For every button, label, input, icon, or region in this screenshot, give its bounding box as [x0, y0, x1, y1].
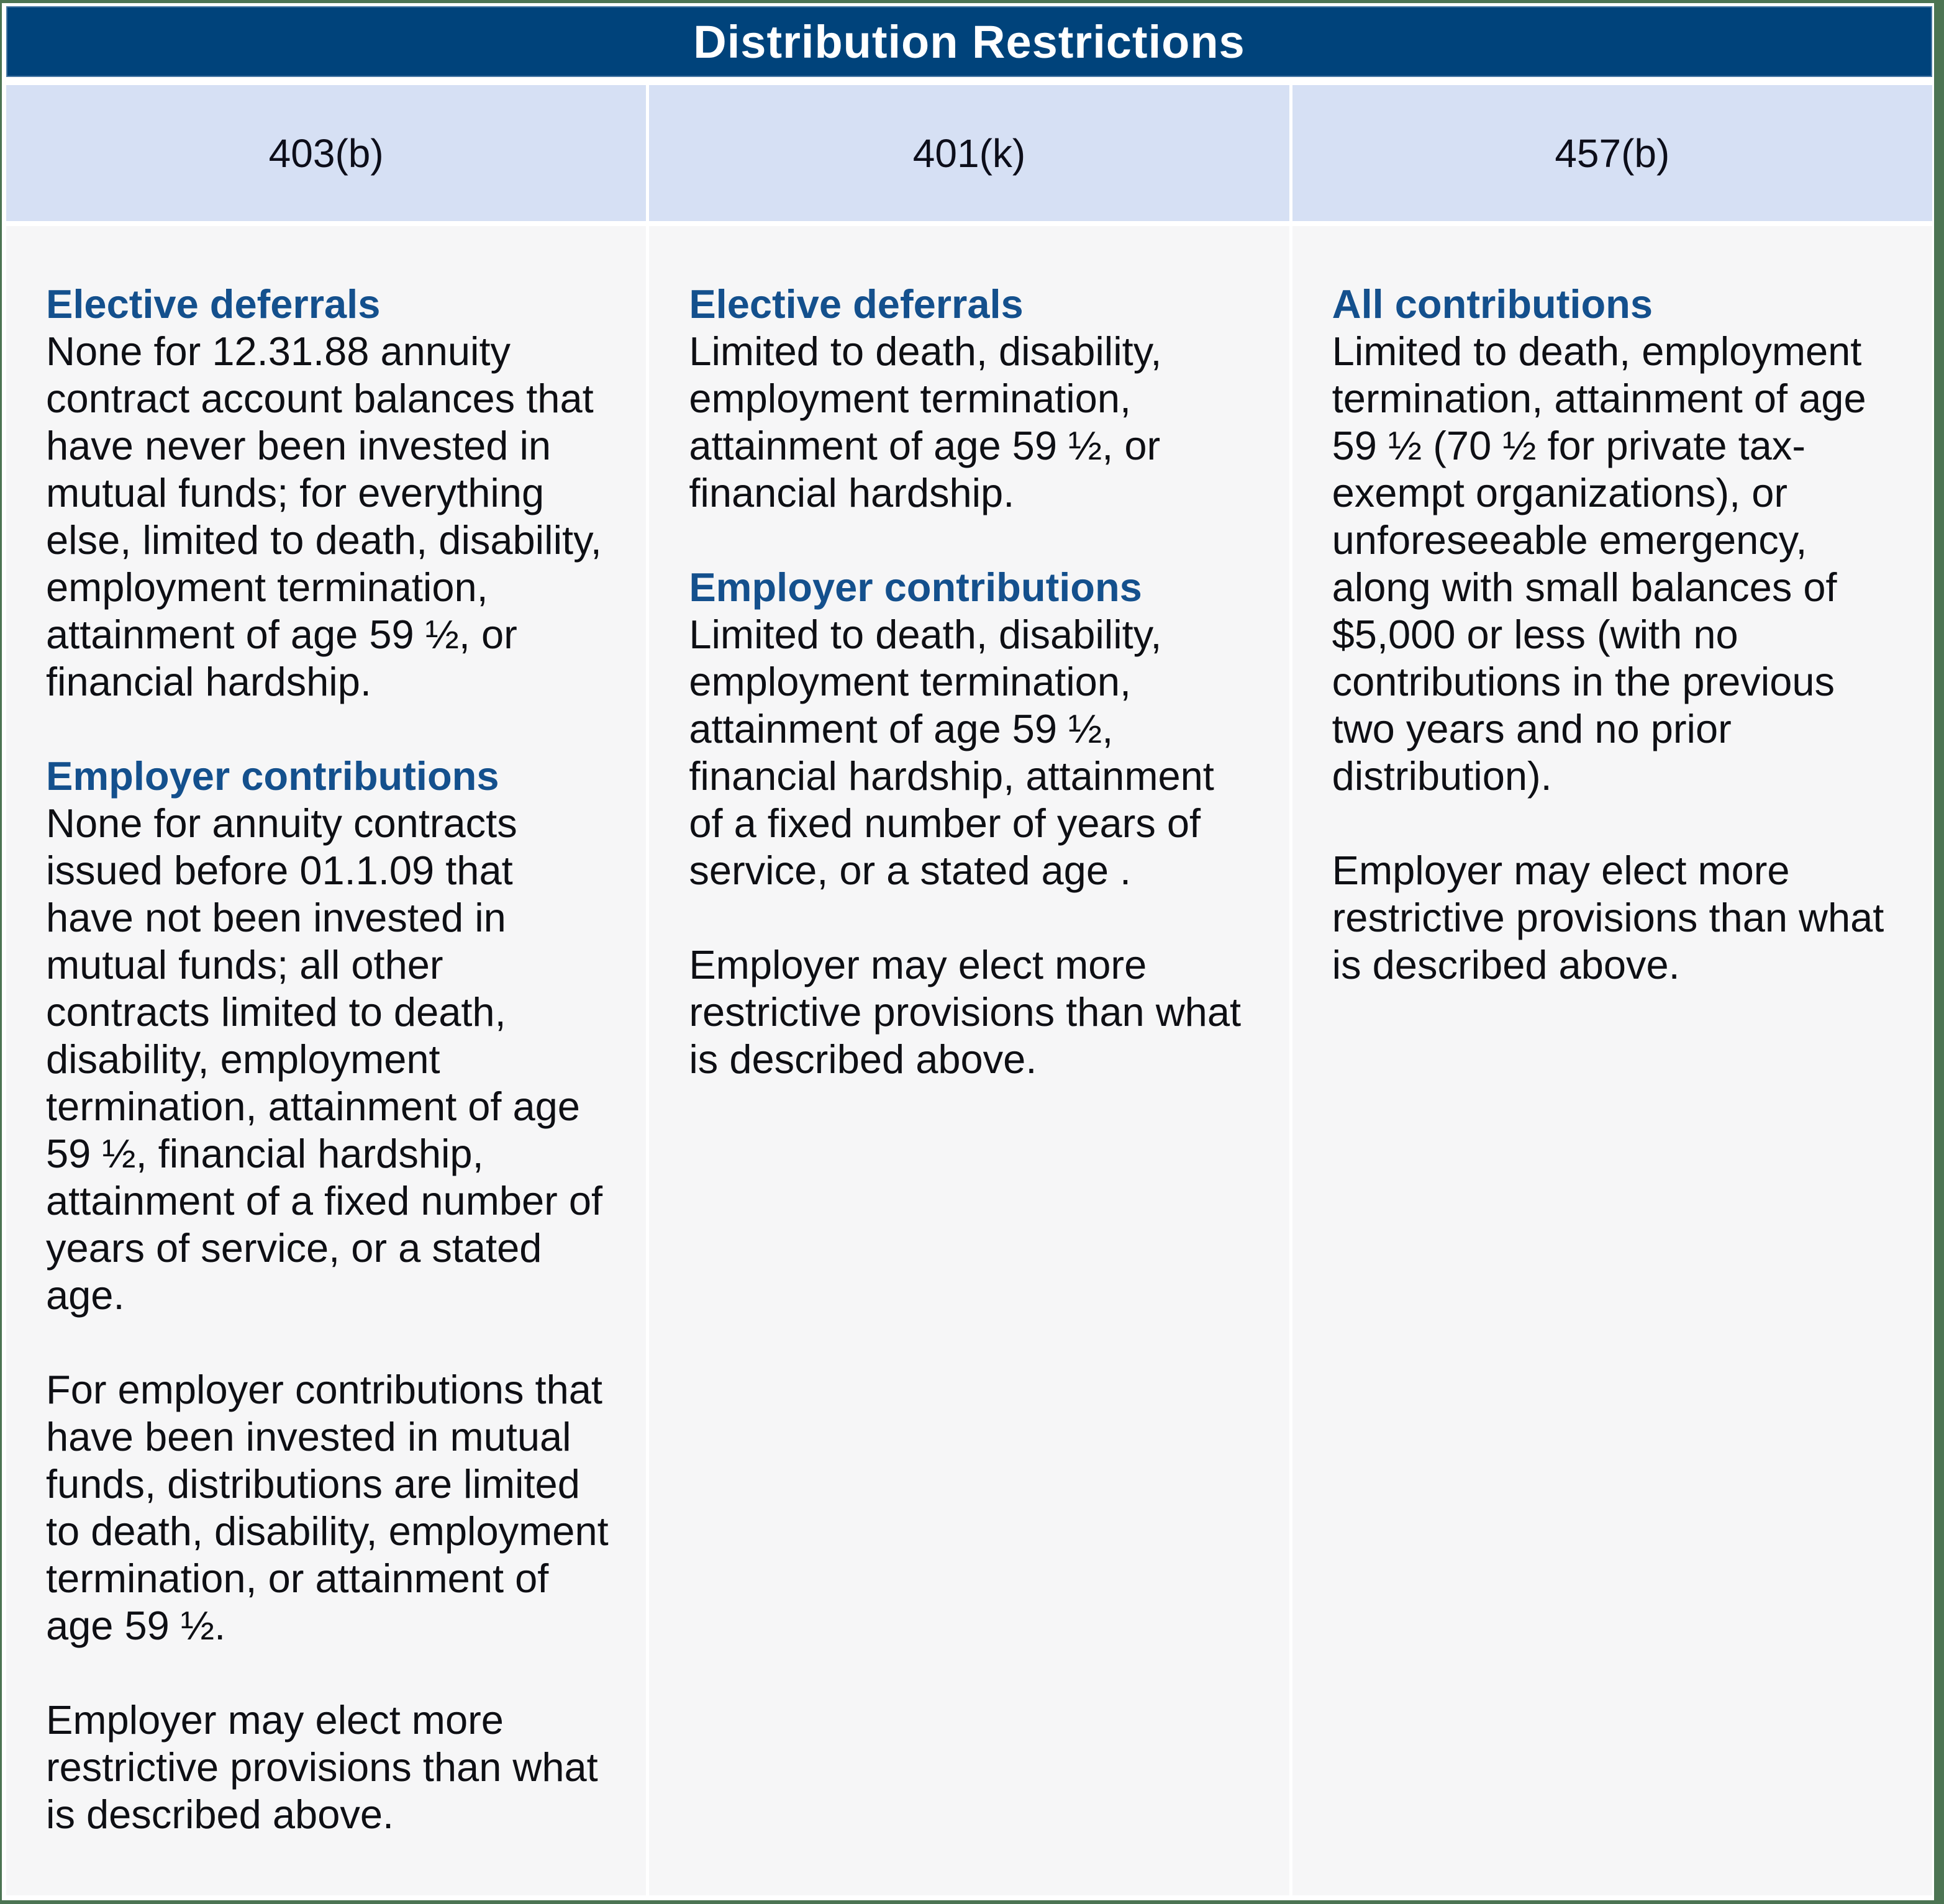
divider-gap — [6, 77, 1932, 85]
section-paragraph: Limited to death, disability, employment termination, attainment of age 59 ½, or financial hardship. — [689, 329, 1162, 515]
section-paragraph: Employer may elect more restrictive provisions than what is described above. — [689, 942, 1242, 1082]
section-paragraph: Employer may elect more restrictive provisions than what is described above. — [1332, 848, 1884, 987]
section-paragraph: None for 12.31.88 annuity contract account balances that have never been invested in mutual funds; for everything else, limited to death, disability, employment termination, attainment of age 59 ½, or financial hardship. — [46, 329, 602, 704]
column-457b — [1292, 226, 1932, 1895]
column-header-403b: 403(b) — [6, 85, 646, 221]
column-header-row — [6, 85, 1932, 221]
section-paragraph: Limited to death, disability, employment termination, attainment of age 59 ½, financial hardship, attainment of a fixed number of years of service, or a stated age . — [689, 612, 1214, 893]
section-paragraph: For employer contributions that have been invested in mutual funds, distributions are limited to death, disability, employment termination, or attainment of age 59 ½. — [46, 1367, 609, 1648]
divider-gap — [6, 221, 1932, 226]
section-heading: All contributions — [1332, 281, 1653, 327]
section-heading: Employer contributions — [689, 564, 1142, 610]
table-body — [6, 226, 1932, 1895]
column-header-457b: 457(b) — [1292, 85, 1932, 221]
column-header-401k: 401(k) — [649, 85, 1289, 221]
column-401k — [649, 226, 1289, 1895]
section-paragraph: None for annuity contracts issued before 01.1.09 that have not been invested in mutual funds; all other contracts limited to death, disability, employment termination, attainment of age 59 ½, financial hardship, attainment of a fixed number of years of service, or a stated age. — [46, 800, 603, 1318]
section-heading: Employer contributions — [46, 753, 499, 799]
section-paragraph: Employer may elect more restrictive provisions than what is described above. — [46, 1697, 598, 1837]
table-title: Distribution Restrictions — [693, 16, 1245, 68]
column-403b — [6, 226, 646, 1895]
table-title-bar — [6, 6, 1932, 77]
section-heading: Elective deferrals — [46, 281, 381, 327]
section-paragraph: Limited to death, employment termination, attainment of age 59 ½ (70 ½ for private tax-exempt organizations), or unforeseeable emergency, along with small balances of $5,000 or less (with no contributions in the previous two years and no prior distribution). — [1332, 329, 1866, 799]
section-heading: Elective deferrals — [689, 281, 1024, 327]
